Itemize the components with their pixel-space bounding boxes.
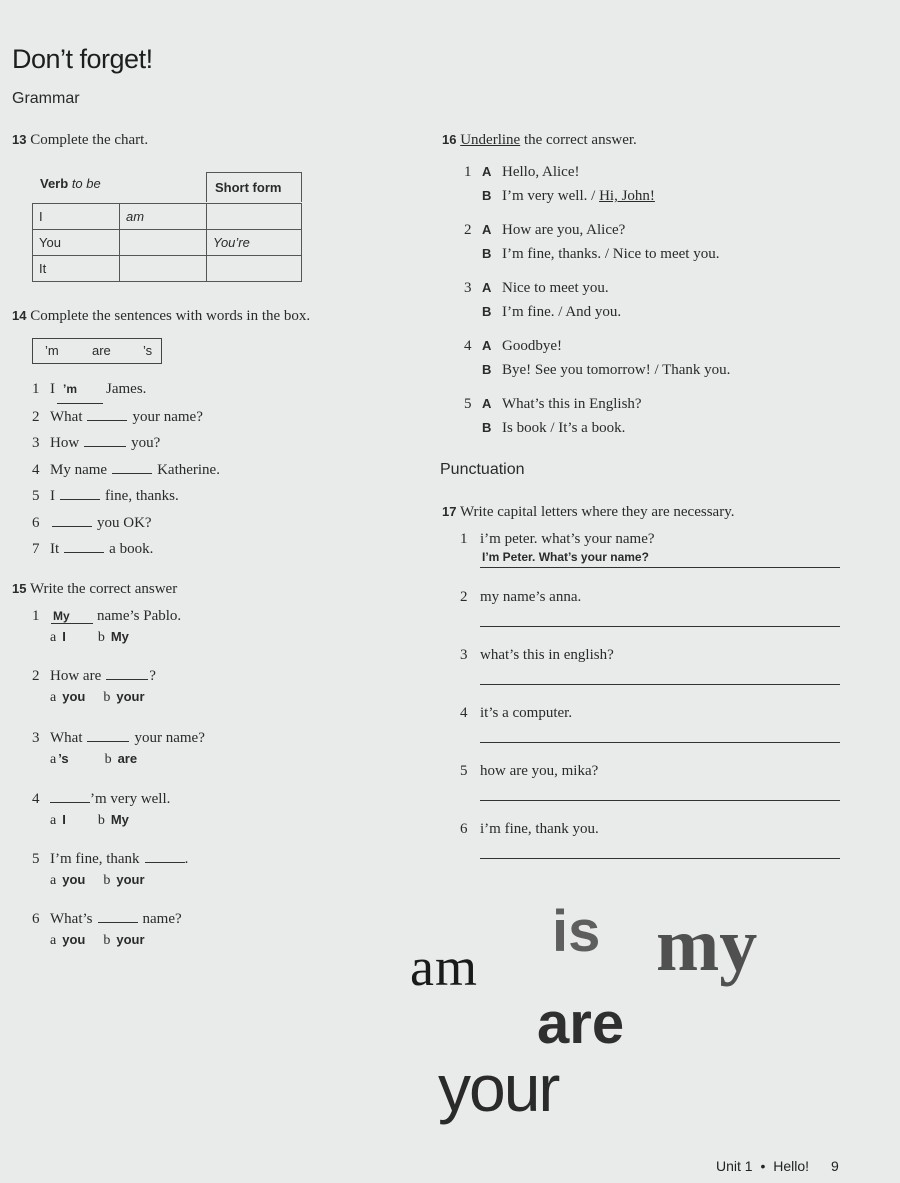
option-letter: a (50, 873, 57, 888)
answer-line[interactable] (480, 666, 840, 685)
speaker-b-label: B (482, 420, 492, 435)
footer-title: Hello! (773, 1158, 810, 1174)
exercise-number: 17 (442, 504, 457, 519)
chart-cell-verb: am (120, 204, 207, 230)
to-be-label: to be (71, 176, 101, 191)
list-item (460, 763, 840, 801)
page-title: Don’t forget! (12, 44, 153, 74)
exercise-number: 14 (12, 308, 27, 323)
option-a[interactable] (50, 629, 66, 645)
item-number: 2 (32, 668, 40, 684)
list-item (32, 791, 292, 829)
instruction-text: Write capital letters where they are necessary. (459, 504, 735, 520)
dialogue-item (464, 218, 844, 266)
instruction-text: Complete the sentences with words in the box. (30, 308, 311, 324)
footer-unit: Unit 1 (716, 1158, 753, 1174)
list-item (32, 536, 220, 563)
answer-blank[interactable]: My (51, 609, 93, 624)
sentence-end: a book. (109, 541, 154, 557)
speaker-a-line: Goodbye! (502, 338, 562, 354)
answer-blank[interactable] (98, 922, 138, 923)
chart-row (33, 256, 302, 282)
speaker-b-option[interactable]: Bye! See you tomorrow! / Thank you. (502, 362, 731, 378)
dialogue-item (464, 334, 844, 382)
chart-row (33, 204, 302, 230)
list-item (32, 510, 220, 537)
item-number: 3 (32, 435, 40, 451)
list-item (460, 705, 840, 743)
speaker-b-option[interactable]: I’m very well. / (502, 188, 600, 204)
list-item (460, 531, 840, 568)
page-footer (716, 1158, 839, 1174)
section-heading-punctuation: Punctuation (440, 461, 525, 478)
speaker-b-label: B (482, 246, 492, 261)
option-text: you (62, 689, 86, 704)
item-number: 1 (32, 608, 40, 624)
option-b[interactable] (105, 751, 138, 767)
sentence-text: i’m peter. what’s your name? (480, 531, 655, 547)
chart-table (32, 203, 302, 282)
option-letter: b (103, 873, 111, 888)
answer-blank[interactable] (112, 473, 152, 474)
word-is: is (552, 899, 601, 964)
word-box (32, 338, 162, 364)
item-number: 1 (32, 381, 40, 397)
sentence-end: ? (149, 668, 156, 684)
speaker-b-label: B (482, 304, 492, 319)
exercise-17-instruction (442, 504, 734, 521)
speaker-a-line: What’s this in English? (502, 396, 642, 412)
option-text: I (62, 812, 66, 827)
item-number: 5 (460, 763, 468, 779)
option-b[interactable] (98, 812, 129, 828)
answer-line[interactable] (480, 608, 840, 627)
word-box-item: ’s (143, 343, 153, 358)
item-number: 5 (464, 396, 472, 412)
chart-cell-verb[interactable] (120, 230, 207, 256)
speaker-a-label: A (482, 164, 492, 179)
speaker-b-option[interactable]: Is book / It’s a book. (502, 420, 626, 436)
exercise-13-instruction (12, 132, 148, 149)
sentence-start: What (50, 408, 83, 425)
item-number: 2 (32, 408, 40, 425)
sentence-start: I (50, 381, 55, 397)
sentence-end: James. (106, 381, 147, 397)
sentence-start: How (50, 435, 80, 451)
item-number: 2 (464, 222, 472, 238)
list-item (32, 457, 220, 484)
item-number: 1 (464, 164, 472, 180)
speaker-b-option[interactable]: I’m fine. / And you. (502, 304, 622, 320)
answer-blank[interactable] (87, 420, 127, 421)
speaker-b-label: B (482, 362, 492, 377)
list-item (32, 851, 292, 889)
option-b[interactable] (98, 629, 129, 645)
option-letter: a (50, 630, 57, 645)
chart-cell-pronoun: It (33, 256, 120, 282)
option-letter: a (50, 933, 57, 948)
item-number: 4 (460, 705, 468, 721)
word-am: am (410, 937, 478, 997)
answer-line[interactable] (480, 840, 840, 859)
chart-cell-short[interactable] (207, 256, 302, 282)
answer-line[interactable] (480, 724, 840, 743)
verb-chart (32, 172, 302, 282)
answer-blank[interactable] (106, 679, 148, 680)
item-number: 3 (460, 647, 468, 663)
sentence-start: I (50, 488, 55, 504)
chart-header-short-form: Short form (206, 172, 302, 202)
answer-blank[interactable] (52, 526, 92, 527)
chart-header-verb (40, 176, 101, 191)
chart-cell-pronoun: I (33, 204, 120, 230)
word-your: your (438, 1051, 559, 1125)
option-text: your (116, 932, 145, 947)
word-box-item: ’m (45, 343, 59, 358)
list-item (460, 589, 840, 627)
sentence-end: your name? (132, 408, 203, 425)
speaker-a-label: A (482, 338, 492, 353)
list-item (32, 668, 292, 706)
option-text: your (116, 689, 145, 704)
list-item (460, 821, 840, 859)
option-text: are (117, 751, 138, 766)
dialogue-item (464, 392, 844, 440)
exercise-number: 16 (442, 132, 457, 147)
option-letter: a (50, 690, 57, 705)
instruction-text: Write the correct answer (29, 581, 178, 597)
item-number: 3 (464, 280, 472, 296)
option-a[interactable] (50, 812, 66, 828)
option-text: My (110, 629, 129, 644)
sentence-start: How are (50, 668, 102, 684)
chart-header (32, 172, 302, 203)
speaker-a-line: Hello, Alice! (502, 164, 580, 180)
option-text: My (110, 812, 129, 827)
exercise-number: 15 (12, 581, 27, 596)
chart-cell-short: You’re (207, 230, 302, 256)
sentence-end: ’m very well. (90, 791, 171, 807)
chart-cell-verb[interactable] (120, 256, 207, 282)
sentence-start: It (50, 541, 60, 557)
option-text: ’s (58, 751, 69, 766)
sentence-end: . (184, 851, 189, 867)
sentence-end: name? (142, 911, 182, 927)
item-number: 2 (460, 589, 468, 605)
exercise-15-instruction (12, 581, 177, 598)
option-b[interactable] (103, 932, 144, 948)
option-a[interactable] (50, 689, 85, 705)
speaker-a-line: Nice to meet you. (502, 280, 609, 296)
instruction-underlined: Underline (460, 132, 521, 148)
sentence-text: what’s this in english? (480, 647, 614, 663)
list-item (32, 430, 220, 457)
speaker-b-label: B (482, 188, 492, 203)
item-number: 4 (32, 461, 40, 478)
option-a[interactable] (50, 932, 85, 948)
option-text: your (116, 872, 145, 887)
item-number: 6 (460, 821, 468, 837)
answer-blank[interactable]: ’m (57, 376, 103, 404)
dialogue-item (464, 160, 844, 208)
speaker-b-option[interactable]: I’m fine, thanks. / Nice to meet you. (502, 246, 720, 262)
sentence-end: you OK? (97, 514, 152, 531)
option-a[interactable] (50, 751, 69, 767)
option-a[interactable] (50, 872, 85, 888)
speaker-a-label: A (482, 280, 492, 295)
sentence-start: I’m fine, thank (50, 851, 140, 867)
sentence-end: name’s Pablo. (97, 608, 182, 624)
item-number: 3 (32, 730, 40, 746)
chart-cell-short[interactable] (207, 204, 302, 230)
exercise-14-instruction (12, 308, 310, 325)
answer-line[interactable] (480, 782, 840, 801)
chart-cell-pronoun: You (33, 230, 120, 256)
sentence-text: how are you, mika? (480, 763, 599, 779)
verb-label: Verb (40, 176, 69, 191)
option-letter: a (50, 752, 57, 767)
item-number: 7 (32, 541, 40, 557)
speaker-a-line: How are you, Alice? (502, 222, 626, 238)
list-item (32, 730, 292, 768)
item-number: 4 (464, 338, 472, 354)
word-box-item: are (92, 343, 111, 358)
answer-blank[interactable] (87, 741, 129, 742)
answer-blank[interactable] (145, 862, 185, 863)
sentence-text: it’s a computer. (480, 705, 573, 721)
item-number: 6 (32, 911, 40, 927)
sentence-text: i’m fine, thank you. (480, 821, 599, 837)
instruction-text: the correct answer. (523, 132, 637, 148)
option-letter: b (97, 630, 105, 645)
item-number: 4 (32, 791, 40, 807)
list-item (32, 376, 220, 404)
sentence-start: What’s (50, 911, 93, 927)
instruction-text: Complete the chart. (30, 132, 149, 148)
sentence-end: your name? (134, 730, 205, 746)
option-text: you (62, 932, 86, 947)
word-my: my (656, 903, 758, 987)
section-heading-grammar: Grammar (12, 90, 80, 107)
exercise-14-list (32, 376, 220, 563)
list-item (32, 404, 220, 431)
answer-blank[interactable] (60, 499, 100, 500)
list-item (32, 608, 292, 646)
item-number: 1 (460, 531, 468, 547)
dialogue-item (464, 276, 844, 324)
option-text: you (62, 872, 86, 887)
word-are: are (537, 991, 625, 1056)
answer-blank[interactable] (50, 802, 90, 803)
option-letter: b (97, 813, 105, 828)
list-item (32, 483, 220, 510)
option-letter: a (50, 813, 57, 828)
option-letter: b (104, 752, 112, 767)
option-b[interactable] (103, 689, 144, 705)
option-b[interactable] (103, 872, 144, 888)
item-number: 5 (32, 851, 40, 867)
sentence-text: my name’s anna. (480, 589, 582, 605)
item-number: 5 (32, 488, 40, 504)
sentence-end: you? (131, 435, 161, 451)
chart-row (33, 230, 302, 256)
sentence-end: Katherine. (157, 461, 220, 478)
sentence-start: What (50, 730, 83, 746)
list-item (460, 647, 840, 685)
exercise-number: 13 (12, 132, 27, 147)
option-letter: b (103, 933, 111, 948)
page-number: 9 (830, 1158, 839, 1174)
answer-line[interactable]: I’m Peter. What’s your name? (480, 550, 840, 568)
speaker-a-label: A (482, 222, 492, 237)
footer-bullet: • (760, 1158, 766, 1174)
option-letter: b (103, 690, 111, 705)
item-number: 6 (32, 514, 40, 531)
answer-blank[interactable] (84, 446, 126, 447)
list-item (32, 911, 292, 949)
exercise-16-instruction (442, 132, 637, 149)
answer-blank[interactable] (64, 552, 104, 553)
option-text: I (62, 629, 66, 644)
sentence-start: My name (50, 461, 108, 478)
speaker-a-label: A (482, 396, 492, 411)
sentence-end: fine, thanks. (105, 488, 179, 504)
speaker-b-option-underlined[interactable]: Hi, John! (599, 188, 655, 204)
